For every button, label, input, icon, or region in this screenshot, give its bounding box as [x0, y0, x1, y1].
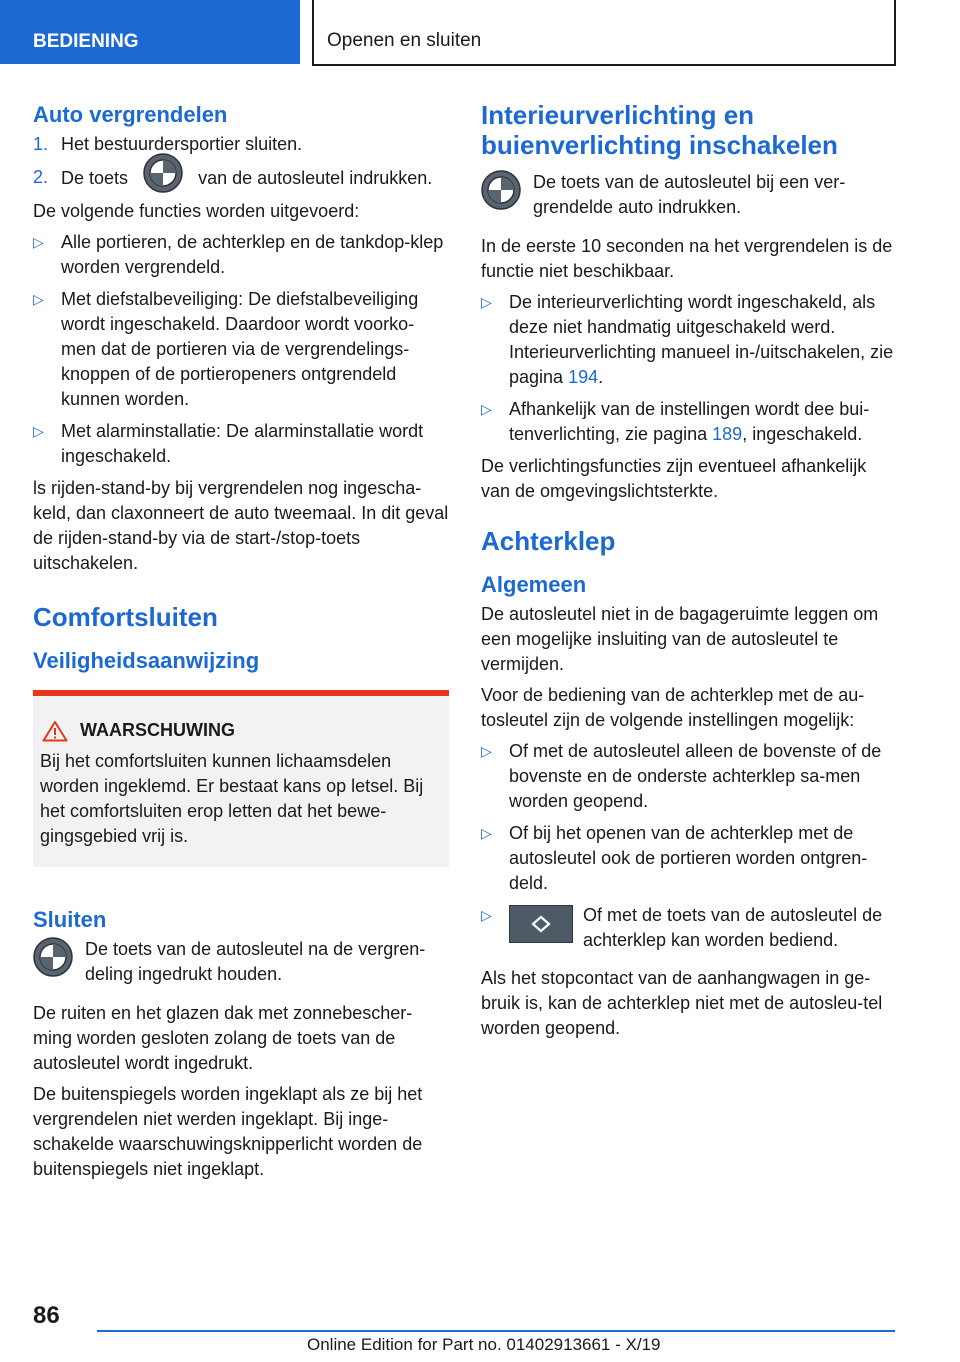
list-item-text: [509, 290, 897, 390]
chapter-title: Openen en sluiten: [312, 0, 896, 66]
paragraph: Als het stopcontact van de aanhangwagen in ge-bruik is, kan de achterklep niet met de autosleu-tel worden geopend.: [481, 968, 883, 1038]
key-instruction: [481, 170, 897, 220]
page-link-189[interactable]: 189: [712, 424, 743, 444]
warning-title: [40, 718, 441, 743]
heading-sluiten: Sluiten: [33, 907, 107, 932]
bmw-key-icon: [481, 170, 521, 210]
list-item: [33, 230, 449, 280]
heading-auto-vergrendelen: Auto vergrendelen: [33, 102, 228, 127]
bullet-icon: ▷: [481, 743, 492, 759]
list-item: [33, 287, 449, 412]
footer-divider: [97, 1330, 895, 1332]
tailgate-key-icon: [509, 905, 573, 943]
bullet-icon: ▷: [481, 907, 492, 923]
key-instruction-text: De toets van de autosleutel bij een ver-grendelde auto indrukken.: [533, 172, 846, 217]
list-item: [481, 397, 897, 447]
list-item-text: Met diefstalbeveiliging: De diefstalbeveiliging wordt ingeschakeld. Daardoor wordt voorko-men dat de portieren via de vergrendelings-knoppen of de portieropeners ontgrendeld kunnen worden.: [61, 289, 419, 409]
section-label: BEDIENING: [0, 0, 300, 64]
paragraph: Voor de bediening van de achterklep met de au-tosleutel zijn de volgende instellingen mogelijk:: [481, 685, 865, 730]
bmw-key-icon: [143, 153, 183, 193]
list-item: [481, 290, 897, 390]
list-item-text: [509, 397, 897, 447]
list-item-text-main: Afhankelijk van de instellingen wordt dee bui-tenverlichting, zie pagina: [509, 399, 870, 444]
heading-algemeen: Algemeen: [481, 572, 587, 597]
step-number: 2.: [33, 167, 49, 187]
warning-triangle-icon: [42, 720, 68, 742]
step-text-before: De toets: [61, 167, 129, 188]
page-number: 86: [33, 1302, 60, 1329]
bullet-icon: ▷: [481, 825, 492, 841]
bullet-icon: ▷: [481, 401, 492, 417]
step-1: [33, 132, 449, 157]
paragraph: De verlichtingsfuncties zijn eventueel afhankelijk van de omgevingslichtsterkte.: [481, 456, 867, 501]
bullet-icon: ▷: [33, 423, 44, 439]
heading-verlichting: Interieurverlichting en buienverlichting inschakelen: [481, 100, 838, 160]
paragraph: De autosleutel niet in de bagageruimte leggen om een mogelijke insluiting van de autosleutel te vermijden.: [481, 604, 879, 674]
list-item: [481, 903, 897, 959]
list-item: [481, 821, 897, 896]
heading-achterklep: Achterklep: [481, 526, 616, 556]
key-instruction-text: De toets van de autosleutel na de vergren-deling ingedrukt houden.: [85, 939, 426, 984]
list-item-text-end: .: [598, 367, 604, 387]
step-number: 1.: [33, 134, 49, 154]
heading-veiligheidsaanwijzing: Veiligheidsaanwijzing: [33, 648, 260, 673]
list-item-text: Of met de toets van de autosleutel de achterklep kan worden bediend.: [583, 905, 883, 950]
tailgate-row: [509, 903, 897, 953]
bullet-icon: ▷: [481, 294, 492, 310]
list-item: [481, 739, 897, 814]
step-text: [61, 165, 432, 193]
list-item-text-main: De interieurverlichting wordt ingeschakeld, als deze niet handmatig uitgeschakeld werd. Interieurverlichting manueel in-/uitschakelen, zie pagina: [509, 292, 894, 387]
list-item: [33, 419, 449, 469]
warning-box: [33, 690, 449, 867]
list-item-text: Of met de autosleutel alleen de bovenste of de bovenste en de onderste achterklep sa-men worden geopend.: [509, 741, 882, 811]
edition-text: Online Edition for Part no. 01402913661 - X/19: [307, 1335, 661, 1354]
left-column: [33, 100, 449, 1188]
page-link-194[interactable]: 194: [568, 367, 599, 387]
warning-text: Bij het comfortsluiten kunnen lichaamsdelen worden ingeklemd. Er bestaat kans op letsel. Bij het comfortsluiten erop letten dat het bewe-gingsgebied vrij is.: [40, 751, 424, 846]
key-instruction: [33, 937, 449, 987]
list-item-text: Met alarminstallatie: De alarminstallatie wordt ingeschakeld.: [61, 421, 424, 466]
step-text-after: van de autosleutel indrukken.: [198, 167, 433, 188]
paragraph: In de eerste 10 seconden na het vergrendelen is de functie niet beschikbaar.: [481, 236, 893, 281]
note-text: ls rijden-stand-by bij vergrendelen nog ingescha-keld, dan claxonneert de auto tweemaal. In dit geval de rijden-stand-by via de start-/stop-toets uitschakelen.: [33, 478, 449, 573]
heading-comfortsluiten: Comfortsluiten: [33, 602, 218, 632]
paragraph: De buitenspiegels worden ingeklapt als ze bij het vergrendelen niet werden ingeklapt. Bij inge-schakelde waarschuwingsknipperlicht worden de buitenspiegels niet ingeklapt.: [33, 1084, 423, 1179]
bullet-icon: ▷: [33, 234, 44, 250]
page-header: [0, 0, 960, 66]
list-item-text: Alle portieren, de achterklep en de tankdop-klep worden vergrendeld.: [61, 232, 444, 277]
step-2: [33, 165, 449, 193]
intro-text: De volgende functies worden uitgevoerd:: [33, 201, 360, 221]
list-item-text: Of bij het openen van de achterklep met de autosleutel ook de portieren worden ontgren-deld.: [509, 823, 868, 893]
right-column: [481, 100, 897, 1047]
bullet-icon: ▷: [33, 291, 44, 307]
list-item-text-end: , ingeschakeld.: [742, 424, 863, 444]
step-text: Het bestuurdersportier sluiten.: [61, 134, 303, 154]
paragraph: De ruiten en het glazen dak met zonnebescher-ming worden gesloten zolang de toets van de autosleutel wordt ingedrukt.: [33, 1003, 413, 1073]
bmw-key-icon: [33, 937, 73, 977]
warning-title-text: WAARSCHUWING: [80, 720, 235, 740]
